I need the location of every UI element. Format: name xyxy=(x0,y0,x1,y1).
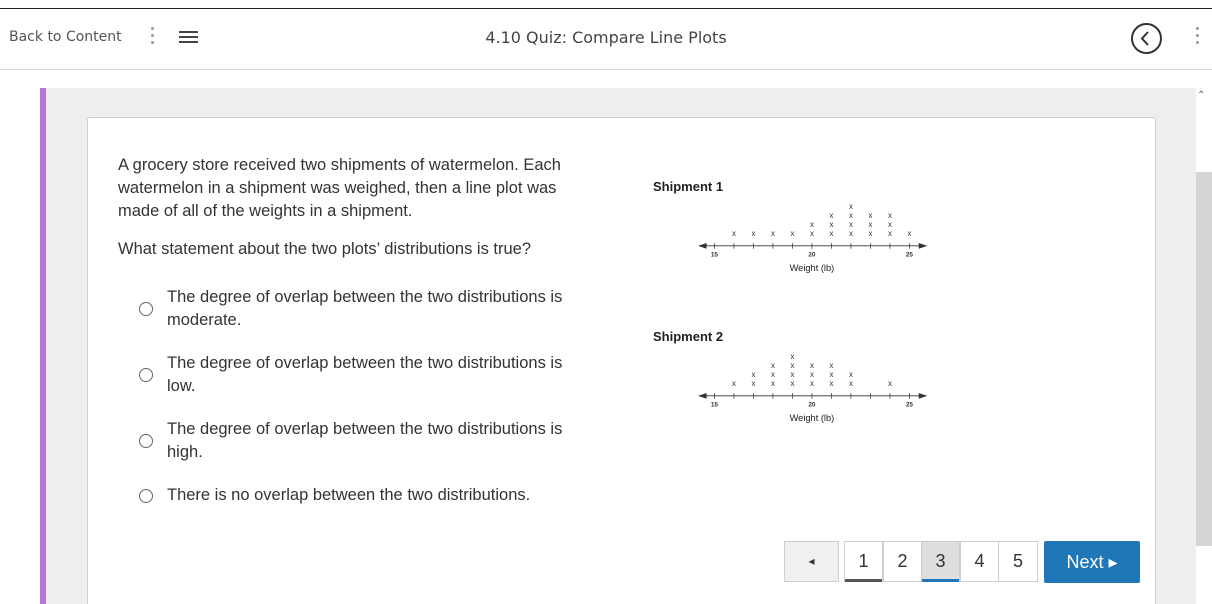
data-point-x: x xyxy=(848,219,853,229)
back-to-content-link[interactable]: Back to Content xyxy=(9,29,122,45)
radio-button[interactable] xyxy=(139,368,153,382)
data-point-x: x xyxy=(770,361,775,370)
answer-label: The degree of overlap between the two distributions is low. xyxy=(167,354,563,395)
tick-label: 15 xyxy=(710,401,718,409)
question-text: A grocery store received two shipments of watermelon. Each watermelon in a shipment was weighed, then a line plot was made of all of the weights in a shipment. xyxy=(118,156,561,220)
tick-label: 25 xyxy=(905,251,913,259)
data-point-x: x xyxy=(848,378,853,388)
data-point-x: x xyxy=(770,369,775,379)
axis-label: Weight (lb) xyxy=(789,262,835,273)
plot-title-shipment-2: Shipment 2 xyxy=(653,329,724,344)
data-point-x: x xyxy=(809,369,814,379)
data-point-x: x xyxy=(751,378,756,388)
line-plot-shipment-1 xyxy=(648,198,978,278)
page-1-button[interactable]: 1 xyxy=(844,541,883,582)
answer-label: The degree of overlap between the two distributions is high. xyxy=(167,420,563,461)
axis-label: Weight (lb) xyxy=(789,412,835,423)
data-point-x: x xyxy=(770,228,775,238)
data-point-x: x xyxy=(809,219,814,229)
data-point-x: x xyxy=(887,228,892,238)
more-options-icon[interactable] xyxy=(1196,27,1200,53)
data-point-x: x xyxy=(751,369,756,379)
data-point-x: x xyxy=(790,378,795,388)
data-point-x: x xyxy=(770,378,775,388)
axis-arrow-left xyxy=(698,243,707,249)
data-point-x: x xyxy=(848,228,853,238)
answer-label: The degree of overlap between the two distributions is moderate. xyxy=(167,288,563,329)
radio-button[interactable] xyxy=(139,302,153,316)
data-point-x: x xyxy=(868,211,873,220)
header-bar xyxy=(0,9,1212,70)
page-4-button[interactable]: 4 xyxy=(960,541,999,582)
radio-button[interactable] xyxy=(139,489,153,503)
tick-label: 15 xyxy=(710,251,718,259)
data-point-x: x xyxy=(829,228,834,238)
next-button[interactable]: Next ▸ xyxy=(1044,541,1140,583)
page-title: 4.10 Quiz: Compare Line Plots xyxy=(485,28,727,47)
data-point-x: x xyxy=(829,211,834,220)
back-arrow-button[interactable] xyxy=(1131,23,1162,54)
data-point-x: x xyxy=(848,211,853,220)
plot-title-shipment-1: Shipment 1 xyxy=(653,179,724,194)
data-point-x: x xyxy=(731,228,736,238)
line-plot-shipment-2 xyxy=(648,348,978,428)
data-point-x: x xyxy=(751,228,756,238)
data-point-x: x xyxy=(790,352,795,362)
scroll-up-icon[interactable]: ⌃ xyxy=(1197,90,1206,101)
data-point-x: x xyxy=(848,369,853,379)
data-point-x: x xyxy=(887,219,892,229)
accent-bar xyxy=(40,88,46,604)
page-underline xyxy=(845,579,882,582)
data-point-x: x xyxy=(790,361,795,370)
answer-label: There is no overlap between the two distributions. xyxy=(167,486,531,504)
data-point-x: x xyxy=(809,228,814,238)
scrollbar-thumb[interactable] xyxy=(1196,172,1212,546)
data-point-x: x xyxy=(790,228,795,238)
page-3-button[interactable]: 3 xyxy=(921,541,960,582)
data-point-x: x xyxy=(868,219,873,229)
data-point-x: x xyxy=(809,378,814,388)
tick-label: 20 xyxy=(808,251,816,259)
radio-button[interactable] xyxy=(139,434,153,448)
data-point-x: x xyxy=(907,228,912,238)
data-point-x: x xyxy=(848,202,853,212)
data-point-x: x xyxy=(829,219,834,229)
axis-arrow-right xyxy=(919,243,928,249)
data-point-x: x xyxy=(731,378,736,388)
data-point-x: x xyxy=(887,211,892,220)
data-point-x: x xyxy=(829,361,834,370)
question-prompt: What statement about the two plots’ distributions is true? xyxy=(118,240,532,258)
previous-page-button[interactable] xyxy=(784,541,839,582)
data-point-x: x xyxy=(790,369,795,379)
data-point-x: x xyxy=(809,361,814,370)
chevron-left-icon xyxy=(1133,25,1160,52)
data-point-x: x xyxy=(829,369,834,379)
data-point-x: x xyxy=(887,378,892,388)
page-underline xyxy=(922,579,959,582)
tick-label: 25 xyxy=(905,401,913,409)
data-point-x: x xyxy=(868,228,873,238)
tick-label: 20 xyxy=(808,401,816,409)
data-point-x: x xyxy=(829,378,834,388)
axis-arrow-right xyxy=(919,393,928,399)
axis-arrow-left xyxy=(698,393,707,399)
caret-left-icon: ◂ xyxy=(808,554,815,568)
page-2-button[interactable]: 2 xyxy=(883,541,922,582)
page-5-button[interactable]: 5 xyxy=(998,541,1038,582)
